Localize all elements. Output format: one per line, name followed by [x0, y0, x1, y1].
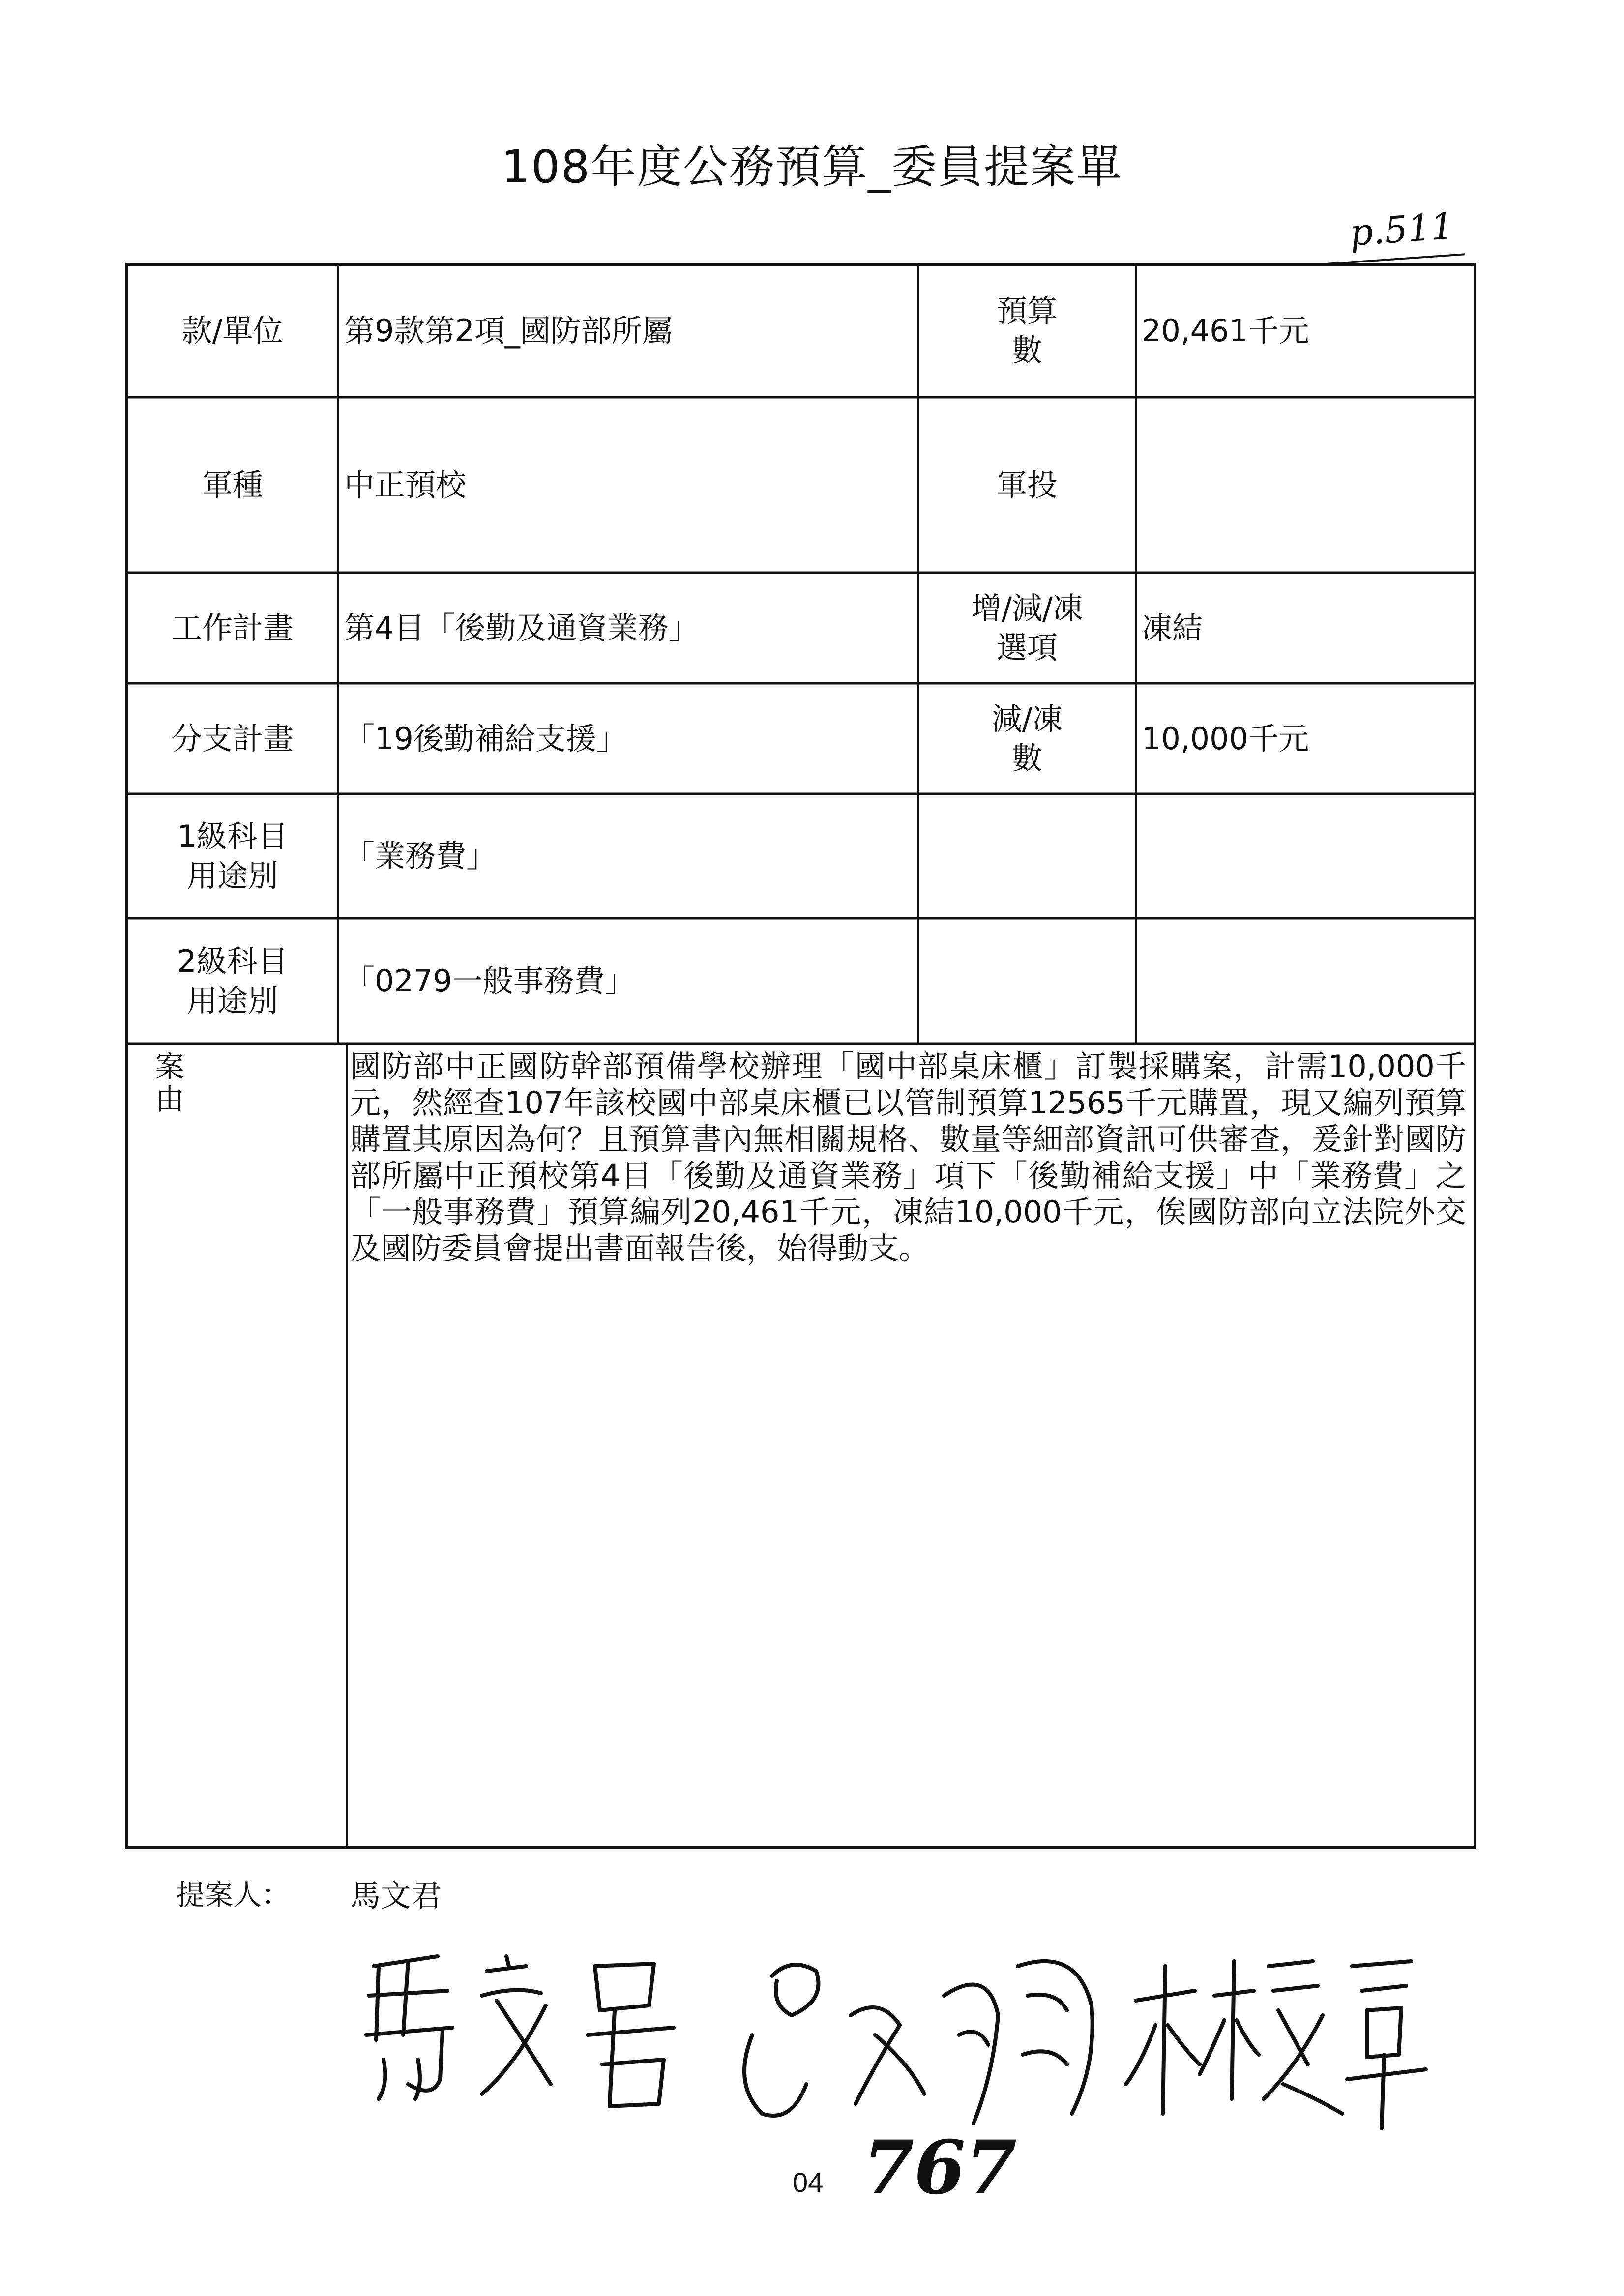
- service-branch-label: 軍種: [202, 466, 263, 503]
- military-investment-label: 軍投: [996, 466, 1058, 503]
- level2-subject-label: 2級科目 用途別: [177, 943, 288, 1018]
- option-value: 凍結: [1142, 610, 1203, 646]
- proposer-label: 提案人：: [176, 1878, 291, 1912]
- page-title: 108年度公務預算_委員提案單: [501, 141, 1123, 193]
- row6-right-label: [918, 918, 1136, 1044]
- budget-amount-label: 預算 數: [996, 293, 1058, 368]
- military-investment-value: [1142, 397, 1471, 573]
- sub-plan-label: 分支計畫: [171, 720, 294, 756]
- document-number: 04: [793, 2167, 824, 2198]
- row5-right-value: [1142, 794, 1471, 918]
- signatures: [320, 1937, 1500, 2153]
- reason-text: 國防部中正國防幹部預備學校辦理「國中部桌床櫃」訂製採購案，計需10,000千元，然經查107年該校國中部桌床櫃已以管制預算12565千元購置，現又編列預算購置其原因為何？且預算書內無相關規格、數量等細部資訊可供審查，爰針對國防部所屬中正預校第4目「後勤及通資業務」項下「後勤補給支援」中「業務費」之「一般事務費」預算編列20,461千元，凍結10,000千元，俟國防部向立法院外交及國防委員會提出書面報告後，始得動支。: [350, 1048, 1466, 1266]
- reason-label: 案由: [155, 1050, 258, 1117]
- level2-subject-value: 「0279一般事務費」: [344, 962, 635, 999]
- option-label: 增/減/凍 選項: [971, 590, 1083, 666]
- level1-subject-value: 「業務費」: [344, 838, 497, 874]
- row-unit-label: 款/單位: [181, 313, 284, 349]
- page-number: 767: [863, 2124, 1017, 2211]
- freeze-amount-label: 減/凍 數: [991, 700, 1063, 776]
- signature-ma-wen-chun: [366, 1956, 674, 2106]
- proposer-name: 馬文君: [350, 1878, 442, 1914]
- signature-lu-yu-ling: [744, 1961, 1093, 2123]
- sub-plan-value: 「19後勤補給支援」: [344, 720, 627, 756]
- row-unit-value: 第9款第2項_國防部所屬: [344, 313, 673, 349]
- work-plan-label: 工作計畫: [171, 610, 294, 646]
- budget-amount-value: 20,461千元: [1142, 313, 1309, 349]
- work-plan-value: 第4目「後勤及通資業務」: [344, 610, 699, 646]
- signature-lin-li-chan: [1126, 1961, 1426, 2128]
- page-note: p.511: [1348, 204, 1455, 255]
- level1-subject-label: 1級科目 用途別: [177, 818, 288, 894]
- freeze-amount-value: 10,000千元: [1142, 720, 1309, 756]
- row5-right-label: [918, 794, 1136, 918]
- service-branch-value: 中正預校: [344, 466, 467, 503]
- row6-right-value: [1142, 918, 1471, 1044]
